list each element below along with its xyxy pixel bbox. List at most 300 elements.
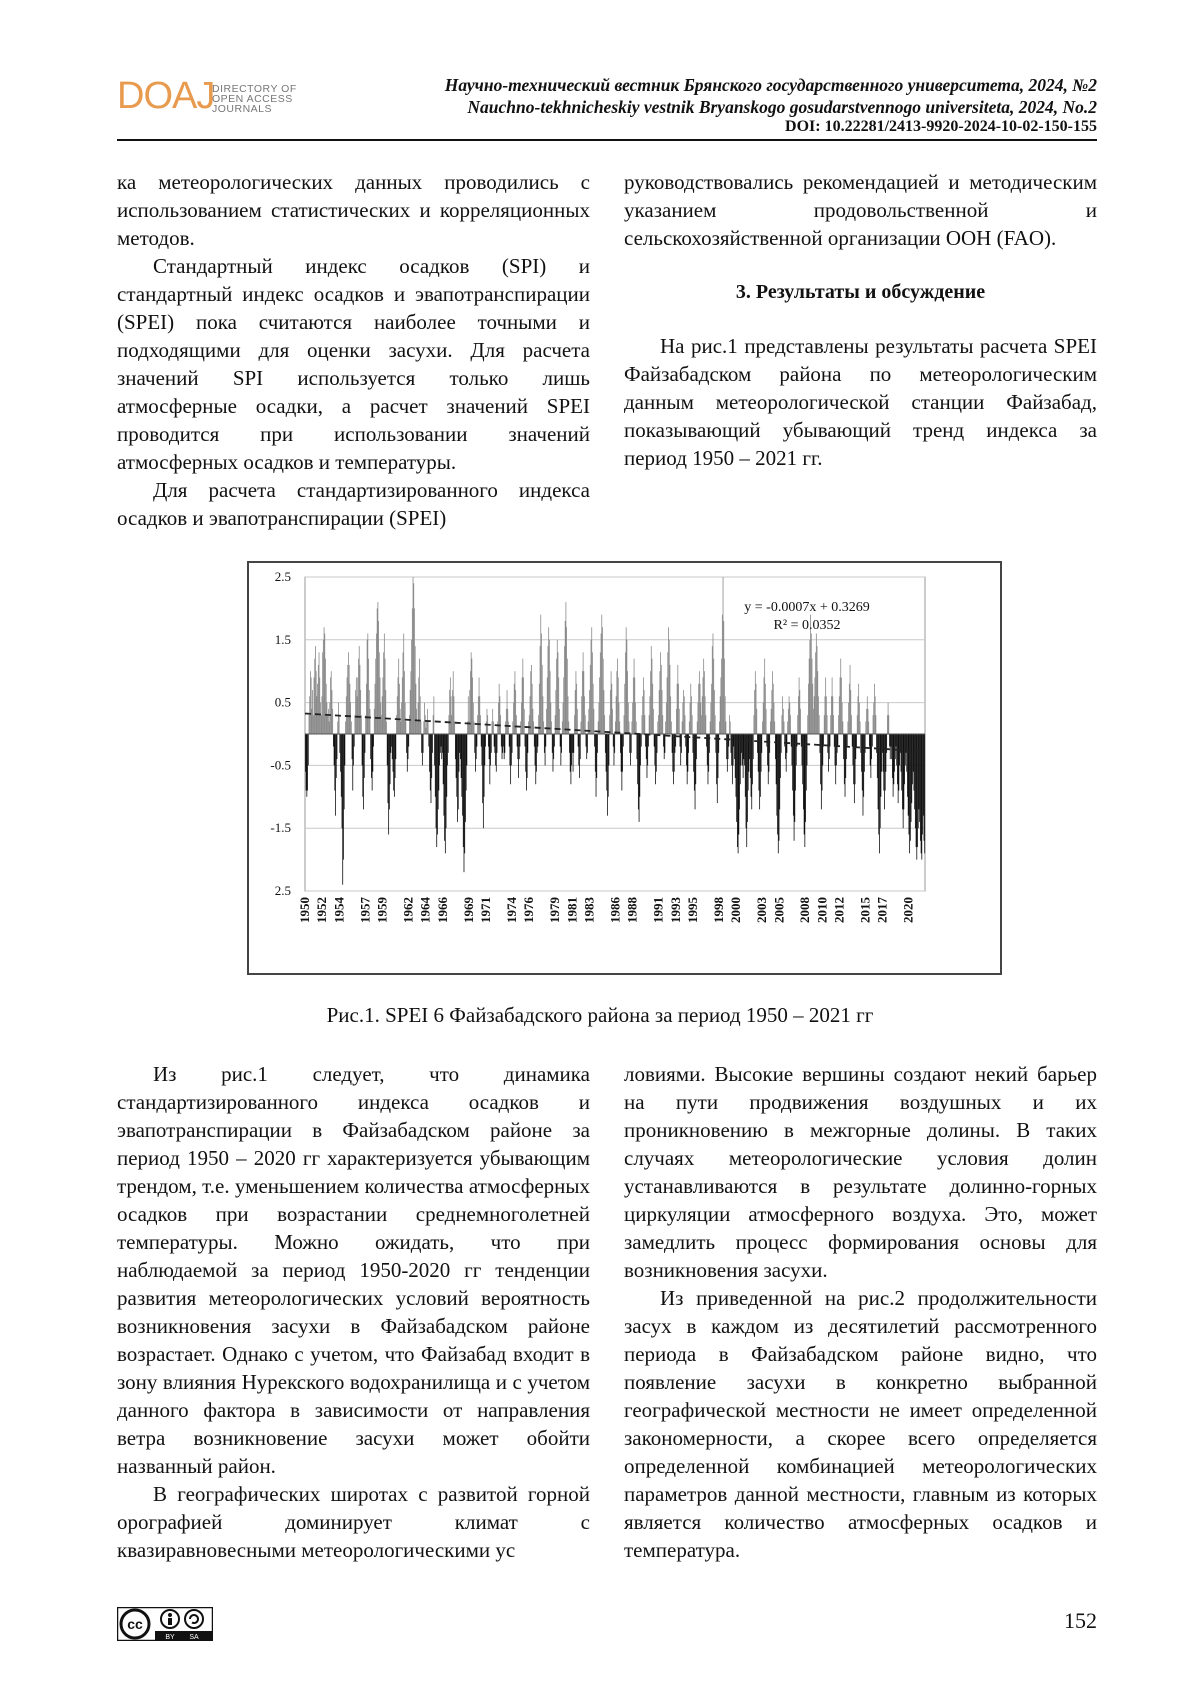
data-bar: [902, 734, 903, 809]
data-bar: [553, 734, 554, 759]
data-bar: [488, 734, 489, 747]
data-bar: [394, 734, 395, 797]
data-bar: [554, 734, 555, 747]
data-bar: [556, 659, 557, 734]
data-bar: [481, 734, 482, 747]
x-tick-label: 2005: [771, 897, 787, 923]
data-bar: [909, 734, 910, 834]
data-bar: [638, 734, 639, 809]
data-bar: [759, 734, 760, 791]
data-bar: [710, 703, 711, 734]
data-bar: [548, 627, 549, 734]
data-bar: [555, 690, 556, 734]
data-bar: [677, 684, 678, 734]
data-bar: [712, 646, 713, 734]
data-bar: [848, 703, 849, 734]
data-bar: [344, 734, 345, 765]
data-bar: [807, 734, 808, 765]
data-bar: [838, 715, 839, 734]
data-bar: [446, 734, 447, 828]
data-bar: [875, 715, 876, 734]
bottom-right-column: [624, 1060, 1097, 1564]
data-bar: [805, 734, 806, 822]
data-bar: [891, 734, 892, 747]
data-bar: [784, 721, 785, 734]
data-bar: [390, 734, 391, 784]
data-bar: [738, 734, 739, 853]
data-bar: [466, 734, 467, 791]
data-bar: [920, 734, 921, 841]
x-tick-label: 1993: [667, 897, 683, 923]
chart-canvas: [249, 563, 1000, 973]
data-bar: [873, 715, 874, 734]
data-bar: [590, 665, 591, 734]
data-bar: [329, 703, 330, 734]
data-bar: [717, 734, 718, 803]
data-bar: [416, 709, 417, 734]
data-bar: [664, 734, 665, 759]
data-bar: [306, 734, 307, 791]
data-bar: [591, 627, 592, 734]
data-bar: [840, 659, 841, 734]
data-bar: [518, 734, 519, 778]
data-bar: [877, 734, 878, 778]
trend-r2: R² = 0.0352: [773, 618, 841, 633]
data-bar: [504, 734, 505, 753]
data-bar: [908, 734, 909, 816]
data-bar: [347, 665, 348, 734]
data-bar: [344, 734, 345, 809]
data-bar: [748, 734, 749, 791]
data-bar: [565, 602, 566, 734]
x-tick-label: 1959: [374, 897, 390, 923]
data-bar: [447, 734, 448, 765]
data-bar: [424, 703, 425, 734]
data-bar: [573, 734, 574, 772]
data-bar: [428, 721, 429, 734]
data-bar: [783, 709, 784, 734]
data-bar: [390, 734, 391, 753]
data-bar: [892, 734, 893, 778]
data-bar: [342, 734, 343, 828]
doi[interactable]: DOI: 10.22281/2413-9920-2024-10-02-150-155: [785, 118, 1097, 135]
x-tick-label: 1966: [434, 897, 450, 923]
data-bar: [549, 640, 550, 734]
data-bar: [506, 709, 507, 734]
x-tick-label: 1969: [460, 897, 476, 923]
data-bar: [647, 734, 648, 778]
data-bar: [789, 703, 790, 734]
data-bar: [402, 677, 403, 734]
data-bar: [597, 734, 598, 753]
data-bar: [607, 734, 608, 816]
data-bar: [764, 677, 765, 734]
data-bar: [550, 671, 551, 734]
data-bar: [465, 734, 466, 822]
data-bar: [426, 721, 427, 734]
data-bar: [388, 734, 389, 803]
data-bar: [624, 684, 625, 734]
data-bar: [856, 734, 857, 747]
data-bar: [530, 696, 531, 734]
data-bar: [883, 734, 884, 791]
data-bar: [505, 721, 506, 734]
data-bar: [374, 709, 375, 734]
data-bar: [741, 734, 742, 765]
x-tick-label: 2017: [874, 897, 890, 923]
data-bar: [358, 659, 359, 734]
data-bar: [673, 734, 674, 784]
data-bar: [818, 696, 819, 734]
data-bar: [865, 721, 866, 734]
data-bar: [646, 734, 647, 759]
data-bar: [763, 703, 764, 734]
data-bar: [639, 734, 640, 822]
data-bar: [448, 734, 449, 753]
data-bar: [517, 734, 518, 747]
data-bar: [762, 721, 763, 734]
data-bar: [643, 677, 644, 734]
data-bar: [837, 734, 838, 747]
data-bar: [654, 734, 655, 747]
data-bar: [868, 709, 869, 734]
data-bar: [343, 734, 344, 860]
paragraph: В географических широтах с развитой горной орографией доминирует климат с квазиравновесными метеорологическими ус: [117, 1482, 590, 1562]
data-bar: [752, 734, 753, 784]
data-bar: [644, 690, 645, 734]
data-bar: [525, 734, 526, 747]
data-bar: [921, 734, 922, 853]
logo-mark: DOAJ: [117, 75, 215, 117]
data-bar: [802, 734, 803, 765]
data-bar: [555, 715, 556, 734]
data-bar: [385, 690, 386, 734]
data-bar: [822, 734, 823, 765]
data-bar: [372, 734, 373, 791]
data-bar: [866, 709, 867, 734]
data-bar: [868, 721, 869, 734]
data-bar: [444, 734, 445, 816]
data-bar: [591, 640, 592, 734]
paragraph: руководствовались рекомендацией и методическим указанием продовольственной и сельскохозяйственной организации ООН (FAO).: [624, 170, 1097, 250]
data-bar: [494, 734, 495, 747]
data-bar: [879, 734, 880, 853]
data-bar: [626, 640, 627, 734]
data-bar: [779, 734, 780, 841]
data-bar: [670, 665, 671, 734]
data-bar: [507, 709, 508, 734]
data-bar: [648, 734, 649, 747]
data-bar: [370, 709, 371, 734]
data-bar: [832, 677, 833, 734]
data-bar: [885, 734, 886, 791]
by-label: BY: [165, 1634, 175, 1641]
data-bar: [362, 734, 363, 797]
data-bar: [854, 734, 855, 803]
data-bar: [469, 690, 470, 734]
data-bar: [541, 634, 542, 734]
data-bar: [502, 734, 503, 759]
data-bar: [483, 734, 484, 828]
data-bar: [601, 615, 602, 734]
data-bar: [632, 703, 633, 734]
data-bar: [869, 734, 870, 747]
data-bar: [306, 734, 307, 797]
data-bar: [683, 690, 684, 734]
journal-title-ru: Научно-технический вестник Брянского государственного университета, 2024, №2: [444, 75, 1097, 95]
data-bar: [484, 734, 485, 797]
data-bar: [903, 734, 904, 809]
data-bar: [859, 703, 860, 734]
data-bar: [335, 734, 336, 816]
top-left-column: [117, 168, 590, 532]
data-bar: [442, 734, 443, 753]
x-tick-label: 1976: [521, 897, 537, 923]
data-bar: [692, 715, 693, 734]
data-bar: [332, 709, 333, 734]
data-bar: [830, 715, 831, 734]
paragraph: Из приведенной на рис.2 продолжительности засух в каждом из десятилетий рассмотренного периода в Файзабадском районе видно, что появление засухи в конкретно выбранной географической местности не имеет определенной закономерности, а скорее всего определяется определенной комбинацией метеорологических параметров данной местности, главным из которых является количество атмосферных осадков и температура.: [624, 1286, 1097, 1562]
data-bar: [548, 646, 549, 734]
data-bar: [384, 634, 385, 734]
data-bar: [330, 677, 331, 734]
data-bar: [316, 671, 317, 734]
data-bar: [400, 721, 401, 734]
data-bar: [314, 659, 315, 734]
data-bar: [741, 734, 742, 753]
data-bar: [406, 734, 407, 753]
data-bar: [806, 734, 807, 791]
data-bar: [631, 734, 632, 753]
data-bar: [858, 696, 859, 734]
data-bar: [514, 684, 515, 734]
data-bar: [803, 734, 804, 809]
data-bar: [379, 652, 380, 734]
data-bar: [863, 734, 864, 816]
data-bar: [326, 684, 327, 734]
data-bar: [844, 734, 845, 784]
data-bar: [691, 696, 692, 734]
data-bar: [850, 690, 851, 734]
data-bar: [457, 734, 458, 822]
data-bar: [924, 734, 925, 841]
data-bar: [682, 721, 683, 734]
data-bar: [386, 721, 387, 734]
data-bar: [811, 634, 812, 734]
data-bar: [687, 734, 688, 784]
data-bar: [583, 671, 584, 734]
data-bar: [523, 677, 524, 734]
data-bar: [827, 734, 828, 753]
data-bar: [396, 715, 397, 734]
data-bar: [746, 734, 747, 847]
data-bar: [720, 677, 721, 734]
data-bar: [419, 659, 420, 734]
data-bar: [503, 734, 504, 747]
data-bar: [703, 659, 704, 734]
data-bar: [345, 721, 346, 734]
data-bar: [515, 690, 516, 734]
data-bar: [629, 734, 630, 753]
data-bar: [476, 734, 477, 759]
data-bar: [454, 696, 455, 734]
data-bar: [765, 684, 766, 734]
data-bar: [819, 715, 820, 734]
data-bar: [566, 627, 567, 734]
data-bar: [380, 677, 381, 734]
data-bar: [705, 715, 706, 734]
data-bar: [796, 734, 797, 765]
doaj-logo[interactable]: [117, 74, 317, 126]
data-bar: [817, 671, 818, 734]
data-bar: [352, 734, 353, 791]
data-bar: [770, 721, 771, 734]
data-bar: [581, 696, 582, 734]
data-bar: [677, 665, 678, 734]
data-bar: [800, 709, 801, 734]
data-bar: [395, 734, 396, 778]
data-bar: [609, 734, 610, 765]
data-bar: [754, 715, 755, 734]
data-bar: [742, 734, 743, 765]
data-bar: [387, 734, 388, 765]
data-bar: [561, 734, 562, 753]
data-bar: [474, 721, 475, 734]
data-bar: [680, 734, 681, 765]
data-bar: [354, 734, 355, 747]
data-bar: [372, 734, 373, 772]
data-bar: [497, 721, 498, 734]
data-bar: [458, 734, 459, 809]
data-bar: [593, 709, 594, 734]
data-bar: [452, 690, 453, 734]
data-bar: [876, 734, 877, 753]
data-bar: [371, 734, 372, 778]
data-bar: [314, 677, 315, 734]
data-bar: [711, 684, 712, 734]
data-bar: [705, 696, 706, 734]
data-bar: [801, 734, 802, 747]
x-tick-label: 1957: [357, 897, 373, 923]
data-bar: [682, 703, 683, 734]
data-bar: [322, 696, 323, 734]
data-bar: [574, 715, 575, 734]
data-bar: [475, 734, 476, 772]
data-bar: [875, 696, 876, 734]
data-bar: [635, 703, 636, 734]
data-bar: [395, 734, 396, 759]
data-bar: [761, 734, 762, 772]
trend-equation: y = -0.0007x + 0.3269: [744, 600, 870, 615]
page-header: [117, 66, 1097, 142]
data-bar: [352, 734, 353, 759]
data-bar: [820, 734, 821, 784]
data-bar: [571, 734, 572, 765]
data-bar: [563, 677, 564, 734]
data-bar: [573, 734, 574, 753]
data-bar: [769, 734, 770, 753]
data-bar: [710, 721, 711, 734]
data-bar: [309, 715, 310, 734]
data-bar: [910, 734, 911, 841]
data-bar: [571, 734, 572, 784]
logo-subtitle: DIRECTORY OF OPEN ACCESS JOURNALS: [212, 83, 297, 115]
data-bar: [496, 734, 497, 772]
data-bar: [487, 709, 488, 734]
data-bar: [308, 734, 309, 765]
data-bar: [871, 734, 872, 759]
data-bar: [634, 659, 635, 734]
data-bar: [504, 734, 505, 759]
data-bar: [363, 734, 364, 809]
data-bar: [788, 709, 789, 734]
data-bar: [900, 734, 901, 753]
data-bar: [587, 734, 588, 753]
data-bar: [689, 721, 690, 734]
data-bar: [726, 734, 727, 759]
data-bar: [355, 690, 356, 734]
data-bar: [640, 734, 641, 765]
data-bar: [377, 602, 378, 734]
data-bar: [804, 734, 805, 847]
data-bar: [606, 734, 607, 791]
data-bar: [898, 734, 899, 803]
data-bar: [367, 634, 368, 734]
data-bar: [398, 659, 399, 734]
data-bar: [606, 734, 607, 772]
data-bar: [414, 608, 415, 734]
data-bar: [701, 715, 702, 734]
data-bar: [655, 734, 656, 784]
data-bar: [836, 734, 837, 765]
data-bar: [592, 652, 593, 734]
data-bar: [901, 734, 902, 791]
data-bar: [893, 734, 894, 784]
data-bar: [378, 621, 379, 734]
cc-by-sa-license-icon[interactable]: [117, 1607, 213, 1641]
data-bar: [720, 696, 721, 734]
paragraph: ка метеорологических данных проводились с использованием статистических и корреляционных методов.: [117, 170, 590, 250]
data-bar: [713, 659, 714, 734]
data-bar: [883, 734, 884, 772]
data-bar: [723, 621, 724, 734]
data-bar: [693, 734, 694, 772]
data-bar: [305, 734, 306, 772]
data-bar: [594, 734, 595, 747]
x-tick-label: 2012: [831, 897, 847, 923]
data-bar: [619, 703, 620, 734]
data-bar: [562, 721, 563, 734]
data-bar: [595, 734, 596, 772]
data-bar: [421, 734, 422, 753]
data-bar: [890, 734, 891, 759]
data-bar: [545, 734, 546, 747]
data-bar: [685, 734, 686, 747]
data-bar: [864, 734, 865, 772]
data-bar: [820, 734, 821, 753]
data-bar: [455, 734, 456, 759]
data-bar: [896, 734, 897, 747]
data-bar: [694, 734, 695, 791]
data-bar: [919, 734, 920, 809]
journal-title: [445, 74, 1097, 118]
data-bar: [337, 734, 338, 759]
data-bar: [557, 640, 558, 734]
data-bar: [678, 684, 679, 734]
data-bar: [695, 734, 696, 809]
data-bar: [794, 734, 795, 841]
data-bar: [822, 734, 823, 791]
